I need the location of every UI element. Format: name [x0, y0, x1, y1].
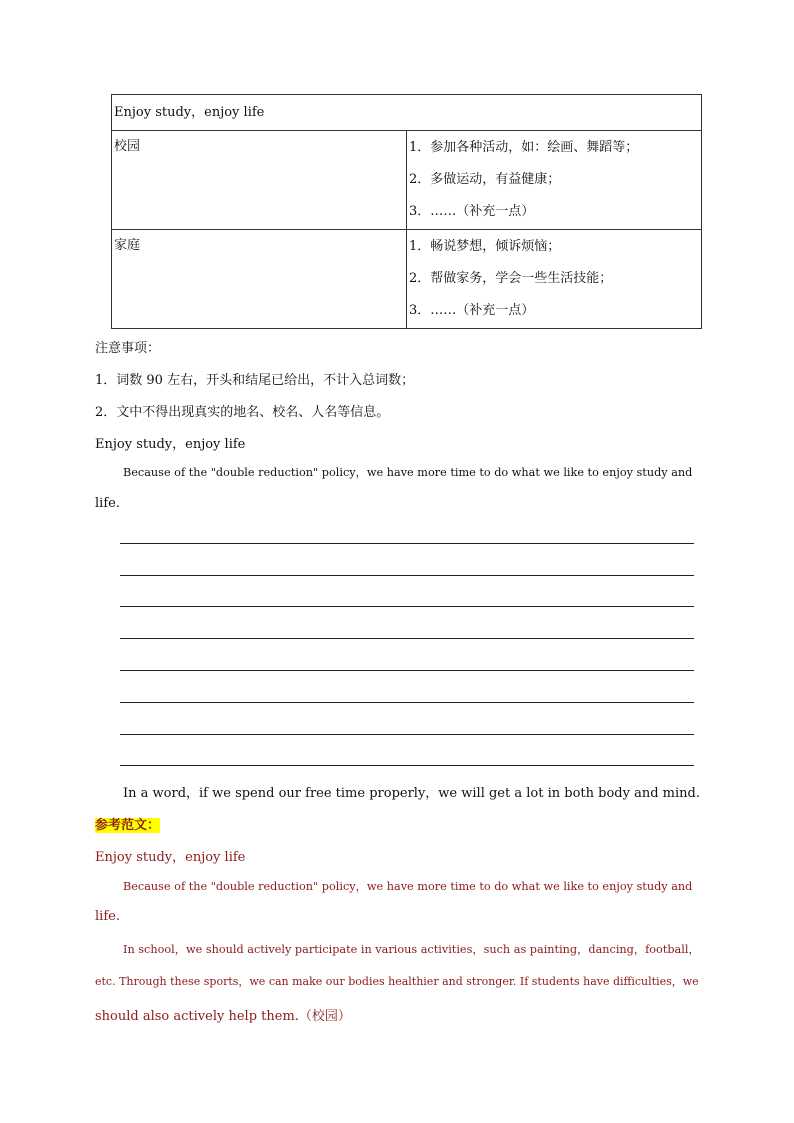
outline-points-home	[407, 230, 702, 329]
sample-label-wrap	[95, 814, 160, 833]
writing-line	[120, 606, 694, 607]
writing-line	[120, 543, 694, 544]
outline-point: 2．多做运动，有益健康；	[409, 172, 561, 187]
outline-point: 3．……（补充一点）	[409, 303, 535, 318]
sample-label: 参考范文：	[95, 818, 161, 833]
outline-point: 1．畅说梦想，倾诉烦恼；	[409, 239, 561, 254]
task-opening-line: life.	[95, 496, 120, 511]
writing-line	[120, 670, 694, 671]
task-opening-line: Because of the "double reduction" policy，we have more time to do what we like to enjoy study and	[123, 466, 693, 479]
notes-item: 1．词数 90 左右，开头和结尾已给出，不计入总词数；	[95, 373, 415, 388]
outline-header-row	[112, 95, 702, 131]
outline-topic-home: 家庭	[112, 230, 407, 329]
task-title: Enjoy study，enjoy life	[95, 437, 246, 452]
writing-line	[120, 765, 694, 766]
sample-paragraph-line: etc. Through these sports，we can make our bodies healthier and stronger. If students have difficulties，we	[95, 975, 699, 988]
sample-paragraph-line: Because of the "double reduction" policy，we have more time to do what we like to enjoy study and	[123, 880, 693, 893]
sample-title: Enjoy study，enjoy life	[95, 850, 246, 865]
notes-heading: 注意事项：	[95, 341, 161, 356]
writing-line	[120, 638, 694, 639]
outline-points-school	[407, 131, 702, 230]
writing-line	[120, 702, 694, 703]
sample-paragraph-line: should also actively help them.（校园）	[95, 1009, 351, 1024]
outline-point: 3．……（补充一点）	[409, 204, 535, 219]
notes-item: 2．文中不得出现真实的地名、校名、人名等信息。	[95, 405, 390, 420]
task-closing: In a word，if we spend our free time properly，we will get a lot in both body and mind.	[123, 786, 700, 801]
outline-row-home	[112, 230, 702, 329]
sample-paragraph-line: In school，we should actively participate in various activities，such as painting，dancing，football，	[123, 943, 700, 956]
outline-point: 1．参加各种活动，如：绘画、舞蹈等；	[409, 140, 639, 155]
sample-paragraph-line: life.	[95, 909, 120, 924]
outline-row-school	[112, 131, 702, 230]
outline-topic-school: 校园	[112, 131, 407, 230]
outline-table	[111, 94, 702, 329]
writing-line	[120, 575, 694, 576]
outline-title: Enjoy study，enjoy life	[112, 95, 702, 131]
writing-line	[120, 734, 694, 735]
outline-point: 2．帮做家务，学会一些生活技能；	[409, 271, 613, 286]
